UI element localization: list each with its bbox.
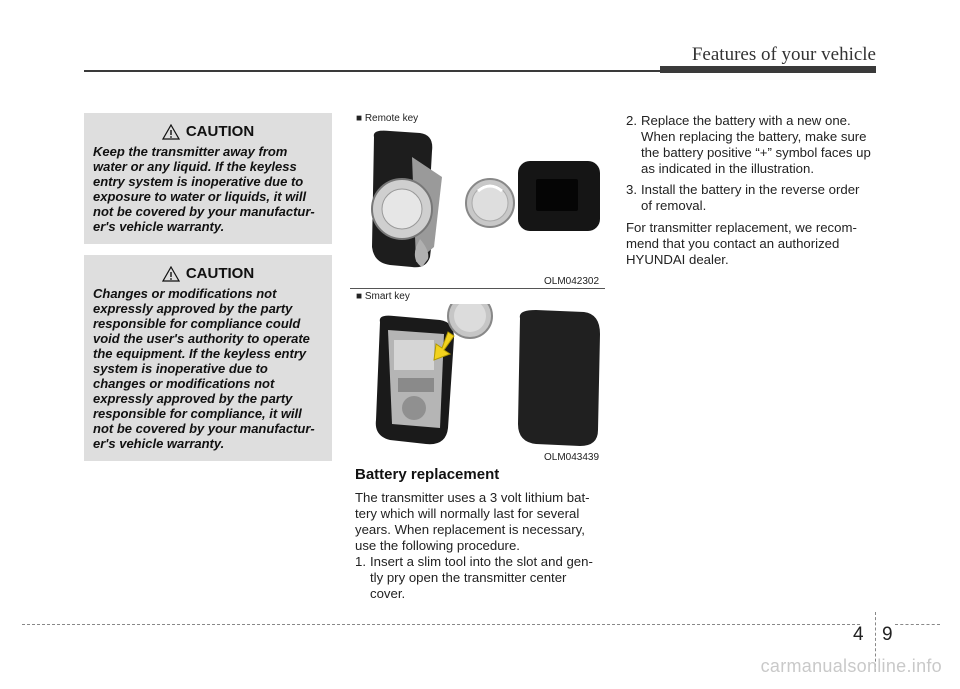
intro-paragraph: The transmitter uses a 3 volt lithium bat- tery which will normally last for several years. When replacement is necessary, use the following procedure.	[355, 490, 590, 553]
remote-key-photo	[350, 127, 605, 275]
remote-figure-code: OLM042302	[544, 276, 600, 287]
running-header: Features of your vehicle	[691, 44, 876, 65]
page-number: 9	[882, 624, 893, 645]
step-number: 2.	[626, 113, 637, 128]
remote-key-label: ■ Remote key	[356, 113, 419, 124]
watermark: carmanualsonline.info	[760, 656, 942, 676]
header-bar	[660, 66, 876, 73]
replacement-note: For transmitter replacement, we recom- mend that you contact an authorized HYUNDAI dealer.	[626, 220, 857, 267]
section-heading: Battery replacement	[355, 466, 500, 483]
caution-text: Changes or modifications not expressly approved by the party responsible for compliance could void the user's authority to operate the equipment. If the keyless entry system is inoperative due to changes or modifications not expressly approved by the party responsible for compliance, it will not be covered by your manufactur- er's vehicle warranty.	[93, 286, 315, 451]
footer-dashed-rule	[22, 624, 860, 625]
smart-key-label: ■ Smart key	[356, 291, 410, 302]
caution-title: CAUTION	[185, 123, 255, 140]
caution-header	[93, 123, 323, 140]
step-text: Insert a slim tool into the slot and gen- tly pry open the transmitter center cover.	[370, 554, 593, 601]
warning-icon	[162, 266, 180, 282]
step-number: 1.	[355, 554, 366, 569]
caution-header	[93, 265, 323, 282]
warning-icon	[162, 124, 180, 140]
figure-divider	[350, 288, 605, 289]
caution-text: Keep the transmitter away from water or any liquid. If the keyless entry system is inoperative due to exposure to water or liquids, it will not be covered by your manufactur- er's vehicle warranty.	[93, 144, 315, 234]
step-text: Install the battery in the reverse order of removal.	[641, 182, 860, 213]
caution-title: CAUTION	[185, 265, 255, 282]
caution-box-water	[84, 113, 332, 244]
smart-key-photo	[350, 304, 605, 450]
footer-dashed-rule-right	[895, 624, 940, 625]
step-text: Replace the battery with a new one. When replacing the battery, make sure the battery positive “+” symbol faces up as indicated in the illustration.	[641, 113, 871, 176]
step-number: 3.	[626, 182, 637, 197]
chapter-number: 4	[853, 624, 864, 645]
caution-box-modifications	[84, 255, 332, 461]
smart-figure-code: OLM043439	[544, 452, 600, 463]
